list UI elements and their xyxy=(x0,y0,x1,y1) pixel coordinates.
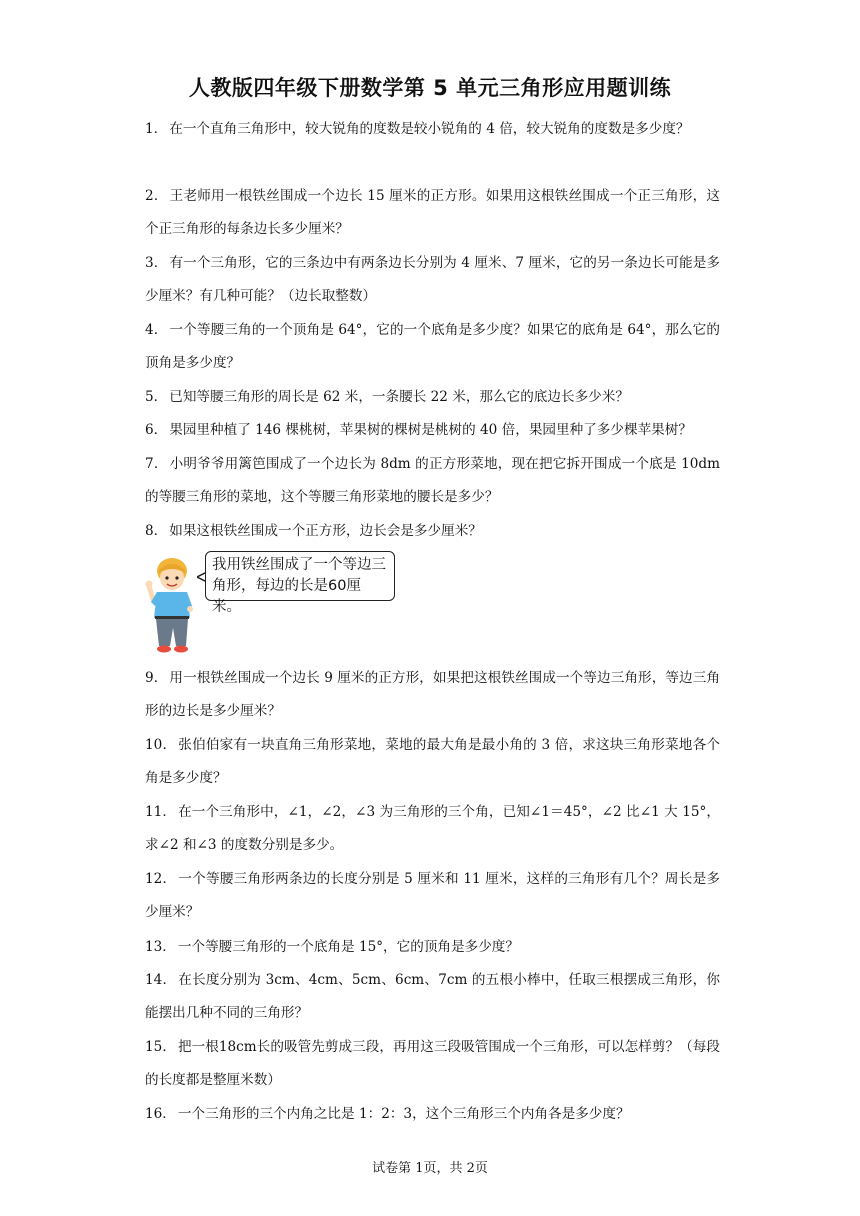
question-text: 果园里种植了 146 棵桃树，苹果树的棵树是桃树的 40 倍，果园里种了多少棵苹果树？ xyxy=(169,422,692,438)
question-number: 13． xyxy=(145,939,176,955)
question-text: 小明爷爷用篱笆围成了一个边长为 8dm 的正方形菜地，现在把它拆开围成一个底是 10dm 的等腰三角形的菜地，这个等腰三角形菜地的腰长是多少？ xyxy=(145,456,720,505)
question-3 xyxy=(145,247,720,313)
question-number: 11． xyxy=(145,804,177,820)
question-11 xyxy=(145,796,720,862)
question-number: 12． xyxy=(145,871,177,887)
question-7 xyxy=(145,448,720,514)
question-number: 3． xyxy=(145,255,168,271)
question-number: 5． xyxy=(145,389,168,405)
question-6 xyxy=(145,414,720,447)
question-number: 1． xyxy=(145,121,168,137)
question-text: 在一个三角形中，∠1，∠2，∠3 为三角形的三个角，已知∠1＝45°，∠2 比∠1 大 15°，求∠2 和∠3 的度数分别是多少。 xyxy=(145,804,720,853)
question-1 xyxy=(145,113,720,146)
question-16 xyxy=(145,1098,720,1131)
question-number: 14． xyxy=(145,972,177,988)
question-text: 用一根铁丝围成一个边长 9 厘米的正方形，如果把这根铁丝围成一个等边三角形，等边三角形的边长是多少厘米？ xyxy=(145,670,720,719)
question-text: 如果这根铁丝围成一个正方形，边长会是多少厘米？ xyxy=(169,523,482,539)
question-2 xyxy=(145,180,720,246)
question-number: 9． xyxy=(145,670,168,686)
speech-line-2: 角形，每边的长是60厘米。 xyxy=(212,578,361,615)
speech-line-1: 我用铁丝围成了一个等边三 xyxy=(212,557,386,573)
question-9 xyxy=(145,662,720,728)
speech-bubble xyxy=(205,551,395,615)
question-number: 2． xyxy=(145,188,168,204)
page-footer: 试卷第 1页，共 2页 xyxy=(372,1161,488,1176)
question-text: 有一个三角形，它的三条边中有两条边长分别为 4 厘米、7 厘米，它的另一条边长可能是多少厘米？有几种可能？（边长取整数） xyxy=(145,255,720,304)
question-4 xyxy=(145,314,720,380)
question-number: 10． xyxy=(145,737,177,753)
question-text: 一个等腰三角的一个顶角是 64°，它的一个底角是多少度？如果它的底角是 64°，那么它的顶角是多少度？ xyxy=(145,322,720,371)
question-text: 一个等腰三角形的一个底角是 15°，它的顶角是多少度？ xyxy=(177,939,519,955)
question-number: 16． xyxy=(145,1106,176,1122)
question-number: 8． xyxy=(145,523,168,539)
boy-cartoon-icon xyxy=(145,556,199,656)
question-13 xyxy=(145,931,720,964)
question-5 xyxy=(145,381,720,414)
question-text: 张伯伯家有一块直角三角形菜地，菜地的最大角是最小角的 3 倍，求这块三角形菜地各个角是多少度？ xyxy=(145,737,720,786)
question-text: 把一根18cm长的吸管先剪成三段，再用这三段吸管围成一个三角形，可以怎样剪？（每段的长度都是整厘米数） xyxy=(145,1039,720,1088)
question-number: 6． xyxy=(145,422,168,438)
question-12 xyxy=(145,863,720,929)
question-text: 在长度分别为 3cm、4cm、5cm、6cm、7cm 的五根小棒中，任取三根摆成三角形，你能摆出几种不同的三角形？ xyxy=(145,972,720,1021)
question-number: 7． xyxy=(145,456,168,472)
question-8 xyxy=(145,515,720,548)
question-text: 在一个直角三角形中，较大锐角的度数是较小锐角的 4 倍，较大锐角的度数是多少度？ xyxy=(169,121,690,137)
question-15 xyxy=(145,1031,720,1097)
question-text: 一个等腰三角形两条边的长度分别是 5 厘米和 11 厘米，这样的三角形有几个？周长是多少厘米？ xyxy=(145,871,720,920)
boy-speech-illustration xyxy=(145,548,405,658)
page-title: 人教版四年级下册数学第 5 单元三角形应用题训练 xyxy=(188,76,672,100)
question-text: 已知等腰三角形的周长是 62 米，一条腰长 22 米，那么它的底边长多少米？ xyxy=(169,389,629,405)
question-number: 4． xyxy=(145,322,168,338)
question-number: 15． xyxy=(145,1039,176,1055)
question-text: 一个三角形的三个内角之比是 1：2：3，这个三角形三个内角各是多少度？ xyxy=(177,1106,630,1122)
question-14 xyxy=(145,964,720,1030)
question-10 xyxy=(145,729,720,795)
question-text: 王老师用一根铁丝围成一个边长 15 厘米的正方形。如果用这根铁丝围成一个正三角形，这个正三角形的每条边长多少厘米？ xyxy=(145,188,721,237)
